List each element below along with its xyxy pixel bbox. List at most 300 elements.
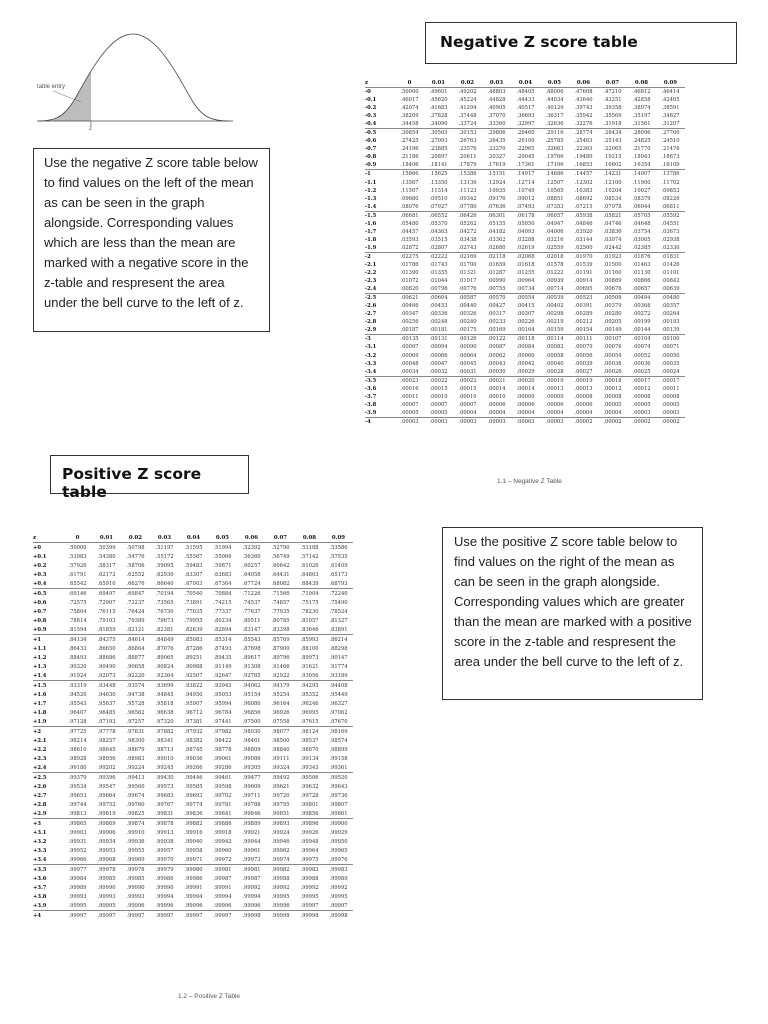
probability-cell: .96926 [271,709,290,716]
table-row [33,635,353,645]
table-row [33,552,353,561]
probability-cell: .06178 [516,212,535,219]
probability-cell: .74857 [271,599,290,606]
probability-cell: .14917 [516,171,535,178]
probability-cell: .99986 [184,875,203,882]
probability-cell: .99987 [213,875,232,882]
probability-cell: .95053 [213,691,232,698]
probability-cell: .98645 [97,746,116,753]
probability-cell: .85083 [184,636,203,643]
probability-cell: .91924 [63,671,92,681]
probability-cell: .39743 [574,105,593,112]
probability-cell: .00264 [661,311,680,318]
probability-cell: .99086 [242,755,261,762]
probability-cell: .99966 [63,855,92,865]
probability-cell: .99878 [155,820,174,827]
probability-cell: .13350 [429,179,448,186]
probability-cell: .20897 [429,154,448,161]
probability-cell: .15386 [458,171,477,178]
probability-cell: .00066 [429,352,448,359]
probability-cell: .96995 [300,709,319,716]
probability-cell: .97725 [68,728,87,735]
probability-cell: .00014 [516,385,535,392]
probability-cell: .99990 [155,884,174,891]
probability-cell: .00030 [482,368,511,377]
probability-cell: .00347 [400,311,419,318]
probability-cell: .71226 [242,590,261,597]
probability-cell: .00005 [661,401,680,408]
probability-cell: .00062 [487,352,506,359]
table-row [365,326,685,335]
probability-cell: .99998 [242,912,261,919]
probability-cell: .00149 [598,326,627,335]
probability-cell: .00427 [487,303,506,310]
probability-cell: .97932 [184,728,203,735]
probability-cell: .98257 [97,737,116,744]
probability-cell: .00003 [516,418,535,425]
table-row [33,791,353,800]
table-row [365,343,685,351]
probability-cell: .76424 [126,608,145,615]
table-row [365,393,685,401]
table-row [365,145,685,153]
probability-cell: .14457 [574,171,593,178]
probability-cell: .38591 [661,105,680,112]
probability-cell: .98169 [329,728,348,735]
probability-cell: .05480 [400,220,419,227]
probability-cell: .54380 [97,553,116,560]
probability-cell: .99968 [92,855,121,865]
probability-cell: .99781 [213,801,232,808]
probability-cell: .01017 [458,278,477,285]
probability-cell: .00006 [516,401,535,408]
probability-cell: .98928 [68,755,87,762]
probability-cell: .00010 [429,393,448,400]
table-row [33,653,353,662]
probability-cell: .01659 [487,262,506,268]
probability-cell: .99978 [97,866,116,873]
probability-cell: .00154 [569,326,598,335]
probability-cell: .00164 [511,326,540,335]
z-value-cell: +1.3 [33,663,47,670]
probability-cell: .90147 [329,654,348,661]
probability-cell: .00019 [574,377,593,384]
probability-cell: .62552 [126,571,145,578]
table-row [365,368,685,377]
probability-cell: .01970 [574,253,593,260]
probability-cell: .01390 [400,270,419,277]
table-row [365,244,685,253]
probability-cell: .86433 [68,645,87,652]
z-value-cell: +0.9 [33,625,63,635]
table-row [33,570,353,579]
probability-cell: .02118 [487,253,506,260]
probability-cell: .11900 [632,179,651,186]
probability-cell: .11702 [661,179,680,186]
probability-cell: .17361 [511,161,540,170]
probability-cell: .99992 [300,884,319,891]
probability-cell: .01831 [661,253,680,260]
probability-cell: .05155 [487,220,506,227]
probability-cell: .02559 [540,244,569,253]
probability-cell: .99819 [92,809,121,819]
table-row [33,625,353,635]
probability-cell: .01743 [429,262,448,268]
probability-cell: .85314 [213,636,232,643]
probability-cell: .03754 [632,228,651,235]
probability-cell: .01500 [603,262,622,268]
probability-cell: .99752 [97,801,116,808]
probability-cell: .00071 [661,344,680,351]
probability-cell: .58317 [97,562,116,569]
probability-cell: .99974 [266,855,295,865]
probability-cell: .69847 [126,590,145,597]
probability-cell: .87493 [213,645,232,652]
probability-cell: .00002 [603,418,622,425]
probability-cell: .83646 [295,625,324,635]
probability-cell: .43640 [574,97,593,104]
probability-cell: .01539 [574,262,593,268]
probability-cell: .00889 [603,278,622,285]
probability-cell: .00011 [400,393,419,400]
probability-cell: .91621 [300,663,319,670]
probability-cell: .02442 [598,244,627,253]
probability-cell: .15866 [400,171,419,178]
probability-cell: .98870 [300,746,319,753]
positive-z-table [33,533,353,920]
table-row [33,690,353,699]
probability-cell: .00084 [516,344,535,351]
probability-cell: .02680 [482,244,511,253]
probability-cell: .00022 [458,377,477,384]
probability-cell: .14231 [603,171,622,178]
probability-cell: .87076 [155,645,174,652]
probability-cell: .94179 [271,682,290,689]
probability-cell: .17879 [453,161,482,170]
table-row [33,809,353,819]
table-row [365,120,685,129]
probability-cell: .86214 [329,636,348,643]
probability-cell: .00317 [487,311,506,318]
z-value-cell: -0 [365,89,371,96]
probability-cell: .00004 [511,409,540,418]
z-value-cell: -0.2 [365,105,377,112]
probability-cell: .99609 [242,783,261,790]
probability-cell: .88686 [97,654,116,661]
probability-cell: .00226 [516,319,535,326]
probability-cell: .99989 [329,875,348,882]
probability-cell: .00003 [429,418,448,425]
probability-cell: .48006 [545,89,564,96]
probability-cell: .00002 [661,418,680,425]
z-value-cell: +0.5 [33,590,47,597]
probability-cell: .59095 [155,562,174,569]
probability-cell: .72575 [68,599,87,606]
probability-cell: .11123 [458,187,477,194]
probability-cell: .90490 [97,663,116,670]
probability-cell: .99831 [150,809,179,819]
probability-cell: .00007 [429,401,448,408]
probability-cell: .84134 [68,636,87,643]
probability-cell: .64431 [271,571,290,578]
z-value-cell: +1.1 [33,645,47,652]
probability-cell: .73565 [155,599,174,606]
probability-cell: .00272 [632,311,651,318]
probability-cell: .15625 [429,171,448,178]
probability-cell: .99788 [242,801,261,808]
probability-cell: .78230 [300,608,319,615]
probability-cell: .04006 [545,228,564,235]
probability-cell: .59871 [213,562,232,569]
probability-cell: .98713 [155,746,174,753]
probability-cell: .99994 [155,893,174,900]
probability-cell: .99952 [68,847,87,854]
probability-cell: .00015 [429,385,448,392]
probability-cell: .09510 [429,195,448,202]
probability-cell: .16853 [569,161,598,170]
probability-cell: .99997 [126,912,145,919]
table-row [365,236,685,244]
probability-cell: .68793 [324,579,353,589]
probability-cell: .96407 [68,709,87,716]
probability-cell: .98077 [271,728,290,735]
probability-cell: .99977 [68,866,87,873]
probability-cell: .00005 [603,401,622,408]
table-row [33,598,353,607]
probability-cell: .00695 [569,285,598,294]
probability-cell: .50399 [97,544,116,551]
probability-cell: .01923 [603,253,622,260]
probability-cell: .99996 [237,901,266,911]
probability-cell: .00842 [661,278,680,285]
table-row [33,837,353,846]
probability-cell: .00714 [540,285,569,294]
table-row [33,671,353,681]
probability-cell: .00131 [429,336,448,343]
probability-cell: .50798 [126,544,145,551]
probability-cell: .00539 [545,295,564,302]
probability-cell: .92220 [121,671,150,681]
probability-cell: .99958 [184,847,203,854]
probability-cell: .99767 [155,801,174,808]
probability-cell: .00003 [400,418,419,425]
probability-cell: .85543 [242,636,261,643]
probability-cell: .99720 [271,792,290,799]
probability-cell: .06301 [487,212,506,219]
shaded-area-left-of-z [47,70,91,121]
probability-cell: .45620 [429,97,448,104]
probability-cell: .00139 [656,326,685,335]
probability-cell: .99111 [271,755,290,762]
probability-cell: .03216 [545,236,564,243]
probability-cell: .95449 [329,691,348,698]
probability-cell: .99940 [184,838,203,845]
z-value-cell: +2.2 [33,746,47,753]
probability-cell: .00866 [632,278,651,285]
probability-cell: .21476 [661,146,680,153]
probability-cell: .00007 [458,401,477,408]
table-row [365,376,685,385]
probability-cell: .00017 [661,377,680,384]
positive-z-description: Use the positive Z score table below to find values on the right of the mean as can be seen in the graph alongside. Corresponding values which are greater than the mean are marked with a positive score in the z-table and respresent the area under the bell curve to the left of z. [442,527,703,700]
header-z: z [365,78,395,88]
probability-cell: .99865 [68,820,87,827]
probability-cell: .51197 [155,544,174,551]
z-value-cell: +0 [33,544,41,551]
probability-cell: .27425 [400,138,419,145]
table-row [365,195,685,203]
probability-cell: .00820 [395,285,424,294]
probability-cell: .51994 [213,544,232,551]
z-value-cell: +2.7 [33,792,47,799]
probability-cell: .00003 [627,409,656,418]
probability-cell: .00604 [429,295,448,302]
probability-cell: .00240 [458,319,477,326]
probability-cell: .25785 [545,138,564,145]
probability-cell: .99961 [242,847,261,854]
probability-cell: .96164 [271,700,290,707]
probability-cell: .31207 [656,120,685,129]
probability-cell: .01700 [458,262,477,268]
probability-cell: .99851 [266,809,295,819]
probability-cell: .47608 [574,89,593,96]
probability-cell: .39358 [603,105,622,112]
z-value-cell: -3.4 [365,368,395,377]
probability-cell: .00639 [656,285,685,294]
probability-cell: .37448 [458,113,477,120]
probability-cell: .99998 [329,912,348,919]
probability-cell: .70884 [213,590,232,597]
probability-cell: .98778 [213,746,232,753]
probability-cell: .00009 [545,393,564,400]
probability-cell: .06426 [458,212,477,219]
probability-cell: .99997 [213,912,232,919]
probability-cell: .99980 [184,866,203,873]
z-value-cell: +2.8 [33,801,47,808]
probability-cell: .00027 [569,368,598,377]
probability-cell: .18943 [632,154,651,161]
probability-cell: .42074 [400,105,419,112]
probability-cell: .57926 [68,562,87,569]
probability-cell: .00289 [574,311,593,318]
probability-cell: .99997 [324,901,353,911]
probability-cell: .82121 [121,625,150,635]
positive-z-caption: 1.2 – Positive Z Table [178,993,241,1000]
table-row [33,681,353,691]
probability-cell: .91149 [213,663,232,670]
probability-cell: .00015 [458,385,477,392]
probability-cell: .99948 [300,838,319,845]
probability-cell: .12507 [545,179,564,186]
probability-cell: .93448 [97,682,116,689]
probability-cell: .99975 [295,855,324,865]
probability-cell: .99995 [271,893,290,900]
probability-cell: .76730 [155,608,174,615]
table-row [33,782,353,791]
probability-cell: .00005 [395,409,424,418]
probability-cell: .93056 [295,671,324,681]
probability-cell: .04272 [458,228,477,235]
probability-cell: .00048 [400,360,419,367]
table-row [365,385,685,393]
probability-cell: .99985 [126,875,145,882]
probability-cell: .81859 [92,625,121,635]
probability-cell: .55567 [184,553,203,560]
probability-cell: .69146 [68,590,87,597]
probability-cell: .94408 [329,682,348,689]
table-row [365,401,685,409]
header-col: 0.03 [150,533,179,543]
probability-cell: .99944 [242,838,261,845]
table-row [365,187,685,195]
z-value-cell: +3.1 [33,829,47,836]
probability-cell: .00657 [627,285,656,294]
table-row [33,754,353,763]
probability-cell: .00087 [487,344,506,351]
probability-cell: .99997 [184,912,203,919]
z-value-cell: +3.3 [33,847,47,854]
probability-cell: .10565 [545,187,564,194]
probability-cell: .00042 [516,360,535,367]
probability-cell: .01255 [516,270,535,277]
probability-cell: .99984 [68,875,87,882]
probability-cell: .03074 [603,236,622,243]
probability-cell: .09176 [487,195,506,202]
probability-cell: .99998 [300,912,319,919]
probability-cell: .74215 [213,599,232,606]
probability-cell: .99795 [271,801,290,808]
probability-cell: .64803 [300,571,319,578]
z-value-cell: -1.9 [365,244,395,253]
probability-cell: .87900 [271,645,290,652]
probability-cell: .00025 [627,368,656,377]
probability-cell: .99882 [184,820,203,827]
probability-cell: .99825 [121,809,150,819]
probability-cell: .82381 [150,625,179,635]
probability-cell: .00415 [516,303,535,310]
negative-z-title: Negative Z score table [425,22,737,64]
probability-cell: .99711 [242,792,261,799]
probability-cell: .00256 [400,319,419,326]
probability-cell: .92073 [92,671,121,681]
probability-cell: .17106 [540,161,569,170]
probability-cell: .19215 [603,154,622,161]
probability-cell: .06552 [429,212,448,219]
probability-cell: .99520 [329,774,348,781]
probability-cell: .31561 [627,120,656,129]
probability-cell: .11507 [400,187,419,194]
probability-cell: .99343 [295,763,324,773]
probability-cell: .00021 [487,377,506,384]
probability-cell: .28774 [574,130,593,137]
z-value-cell: +0.6 [33,599,47,606]
probability-cell: .99774 [184,801,203,808]
probability-cell: .96327 [329,700,348,707]
probability-cell: .99906 [97,829,116,836]
probability-cell: .99010 [155,755,174,762]
probability-cell: .01578 [545,262,564,268]
probability-cell: .95254 [271,691,290,698]
probability-cell: .03836 [603,228,622,235]
probability-cell: .01463 [632,262,651,268]
probability-cell: .92785 [237,671,266,681]
probability-cell: .00368 [632,303,651,310]
probability-cell: .22363 [574,146,593,153]
probability-cell: .06057 [545,212,564,219]
z-value-cell: -2 [365,253,371,260]
probability-cell: .99916 [184,829,203,836]
z-value-cell: +1.8 [33,709,47,716]
